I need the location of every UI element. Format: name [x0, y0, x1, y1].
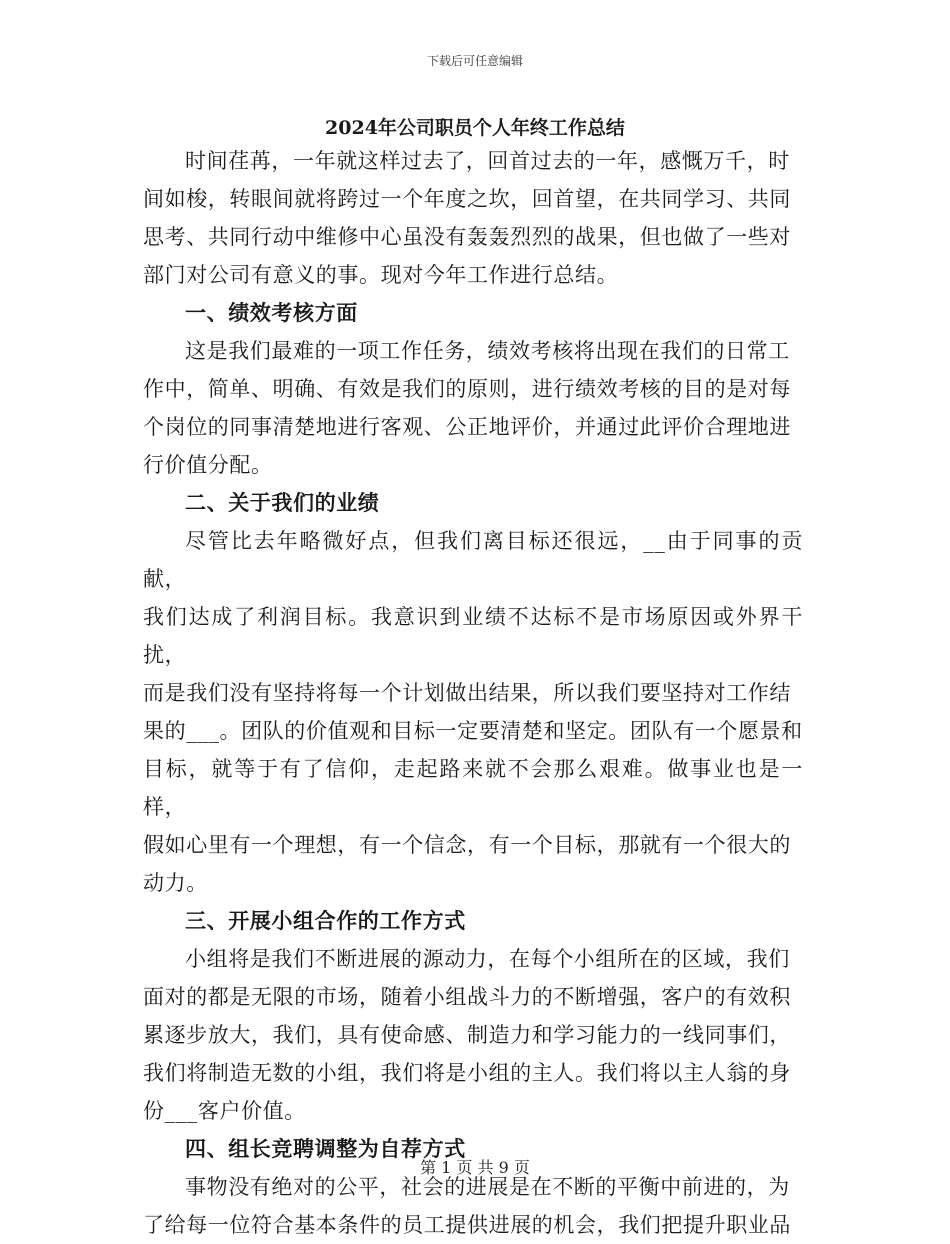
section-heading-results: 二、关于我们的业绩	[185, 490, 380, 515]
page-number: 第 1 页 共 9 页	[420, 1158, 530, 1177]
text-line: 事物没有绝对的公平，社会的进展是在不断的平衡中前进的，为	[185, 1175, 790, 1199]
section-heading-self-nomination: 四、组长竞聘调整为自荐方式	[185, 1136, 466, 1161]
text-line: 作中，简单、明确、有效是我们的原则，进行绩效考核的目的是对每	[143, 377, 791, 401]
text-line: 动力。	[143, 871, 208, 895]
section-paragraph-performance	[143, 332, 803, 484]
document-title: 2024年公司职员个人年终工作总结	[325, 117, 625, 139]
text-line: 果的___。团队的价值观和目标一定要清楚和坚定。团队有一个愿景和	[143, 719, 803, 743]
header-note: 下载后可任意编辑	[426, 54, 523, 68]
text-line: 而是我们没有坚持将每一个计划做出结果，所以我们要坚持对工作结	[143, 681, 791, 705]
text-line: 时间荏苒，一年就这样过去了，回首过去的一年，感慨万千，时	[185, 149, 790, 173]
text-line: 面对的都是无限的市场，随着小组战斗力的不断增强，客户的有效积	[143, 985, 791, 1009]
text-line: 份___客户价值。	[143, 1099, 306, 1123]
text-line: 间如梭，转眼间就将跨过一个年度之坎，回首望，在共同学习、共同	[143, 187, 791, 211]
section-paragraph-self-nomination	[143, 1168, 803, 1244]
text-line: 尽管比去年略微好点，但我们离目标还很远，__由于同事的贡献，	[143, 529, 803, 591]
text-line: 我们将制造无数的小组，我们将是小组的主人。我们将以主人翁的身	[143, 1061, 791, 1085]
text-line: 部门对公司有意义的事。现对今年工作进行总结。	[143, 263, 619, 287]
text-line: 目标，就等于有了信仰，走起路来就不会那么艰难。做事业也是一样，	[143, 757, 803, 819]
text-line: 累逐步放大，我们，具有使命感、制造力和学习能力的一线同事们，	[143, 1023, 791, 1047]
text-line: 思考、共同行动中维修中心虽没有轰轰烈烈的战果，但也做了一些对	[143, 225, 791, 249]
text-line: 了给每一位符合基本条件的员工提供进展的机会，我们把提升职业品	[143, 1213, 791, 1237]
section-paragraph-teamwork	[143, 940, 803, 1130]
text-line: 我们达成了利润目标。我意识到业绩不达标不是市场原因或外界干扰，	[143, 605, 803, 667]
text-line: 行价值分配。	[143, 453, 273, 477]
intro-paragraph	[143, 142, 803, 294]
text-line: 个岗位的同事清楚地进行客观、公正地评价，并通过此评价合理地进	[143, 415, 791, 439]
section-paragraph-results	[143, 522, 803, 902]
text-line: 假如心里有一个理想，有一个信念，有一个目标，那就有一个很大的	[143, 833, 791, 857]
section-heading-teamwork: 三、开展小组合作的工作方式	[185, 908, 466, 933]
section-heading-performance: 一、绩效考核方面	[185, 300, 358, 325]
text-line: 小组将是我们不断进展的源动力，在每个小组所在的区域，我们	[185, 947, 790, 971]
text-line: 这是我们最难的一项工作任务，绩效考核将出现在我们的日常工	[185, 339, 790, 363]
document-body	[143, 142, 803, 1244]
